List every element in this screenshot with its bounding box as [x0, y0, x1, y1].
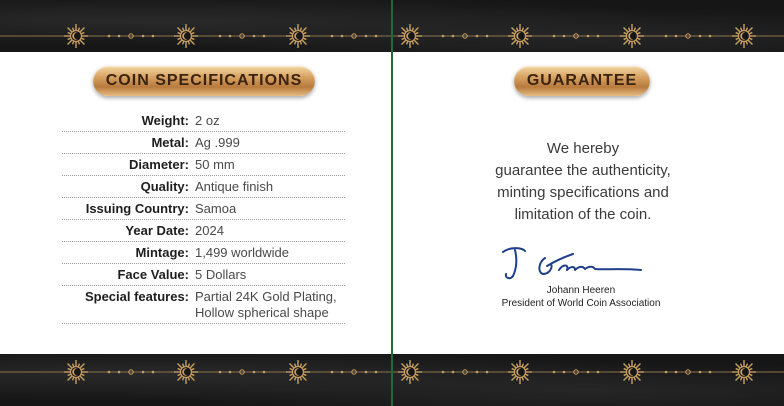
spec-row-mintage: [62, 242, 345, 264]
specifications-table: [62, 110, 345, 324]
spec-row-issuing-country: [62, 198, 345, 220]
spec-value: 2 oz: [195, 113, 220, 128]
sun-ornament: [508, 360, 532, 384]
sun-ornament: [64, 360, 88, 384]
guarantee-panel: [393, 52, 784, 354]
spec-row-weight: [62, 110, 345, 132]
spec-value-line: Partial 24K Gold Plating,: [195, 289, 337, 304]
sun-ornament: [286, 360, 310, 384]
specifications-panel: [0, 52, 391, 354]
spec-row-metal: [62, 132, 345, 154]
sun-ornament: [64, 24, 88, 48]
sun-ornament: [732, 360, 756, 384]
specifications-heading: COIN SPECIFICATIONS: [93, 66, 315, 96]
spec-label: Metal:: [151, 135, 189, 150]
spec-label: Mintage:: [135, 245, 189, 260]
spec-label: Special features:: [84, 289, 189, 304]
sun-ornament: [620, 24, 644, 48]
spec-value: Samoa: [195, 201, 237, 216]
sun-ornament: [398, 24, 422, 48]
spec-label: Year Date:: [125, 223, 189, 238]
guarantee-heading: GUARANTEE: [514, 66, 650, 96]
spec-value: [189, 289, 337, 321]
guarantee-text-line: limitation of the coin.: [514, 206, 652, 223]
sun-ornament: [174, 24, 198, 48]
spec-row-face-value: [62, 264, 345, 286]
spec-label: Issuing Country:: [85, 201, 189, 216]
spec-label: Weight:: [141, 113, 189, 128]
sun-ornament: [620, 360, 644, 384]
guarantee-text: [453, 138, 713, 226]
spec-label: Face Value:: [117, 267, 189, 282]
spec-row-quality: [62, 176, 345, 198]
spec-value: Antique finish: [195, 179, 274, 194]
guarantee-text-line: guarantee the authenticity,: [495, 162, 671, 179]
signer-name: Johann Heeren: [546, 285, 616, 296]
sun-ornament: [398, 360, 422, 384]
spec-value: 50 mm: [195, 157, 235, 172]
spec-row-special-features: [62, 286, 345, 324]
signer-block: [481, 284, 681, 310]
spec-value-line: Hollow spherical shape: [195, 305, 329, 320]
handwritten-signature-icon: [501, 244, 651, 284]
spec-row-diameter: [62, 154, 345, 176]
spec-value: 5 Dollars: [195, 267, 247, 282]
sun-ornament: [286, 24, 310, 48]
spec-value: Ag .999: [195, 135, 240, 150]
spec-row-year-date: [62, 220, 345, 242]
sun-ornament: [174, 360, 198, 384]
guarantee-text-line: minting specifications and: [497, 184, 669, 201]
sun-ornament: [732, 24, 756, 48]
spec-value: 2024: [195, 223, 224, 238]
signer-title: President of World Coin Association: [501, 298, 661, 309]
spec-label: Quality:: [140, 179, 189, 194]
spec-label: Diameter:: [129, 157, 189, 172]
guarantee-text-line: We hereby: [546, 140, 620, 157]
sun-ornament: [508, 24, 532, 48]
spec-value: 1,499 worldwide: [195, 245, 289, 260]
